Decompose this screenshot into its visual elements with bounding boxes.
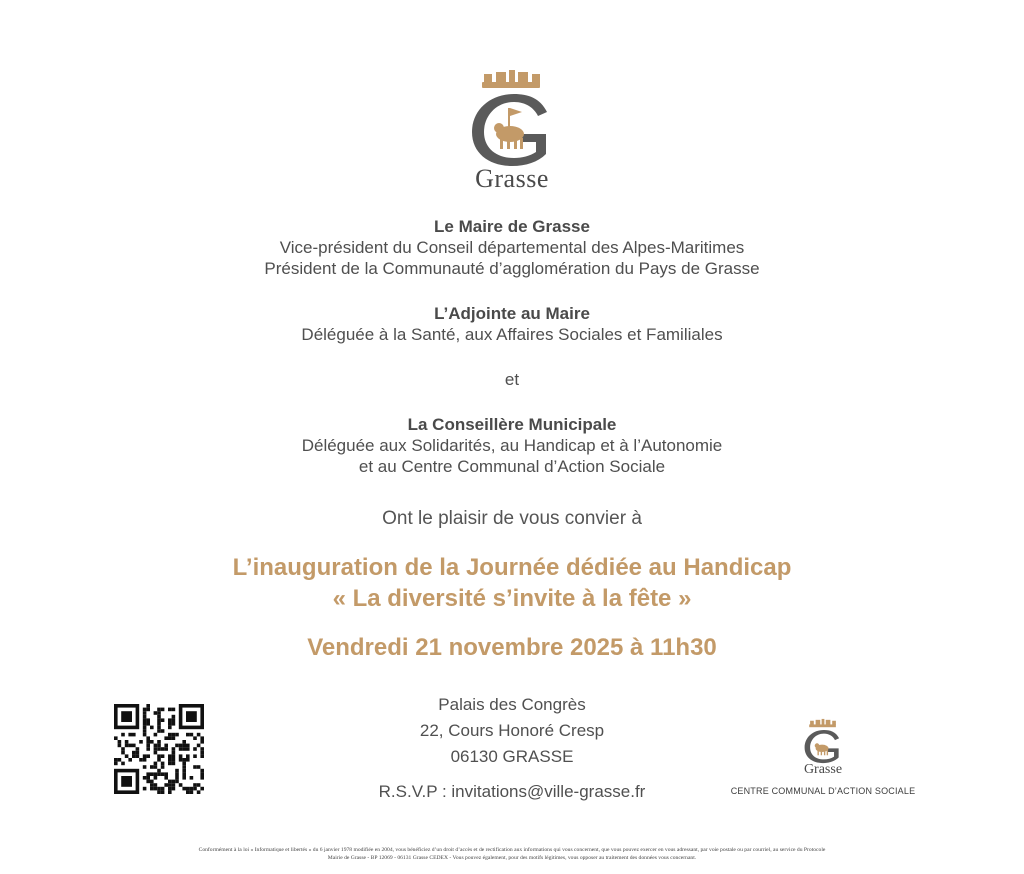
legal-line2: Mairie de Grasse - BP 12069 - 06131 Grasse CEDEX - Vous pouvez également, pour des motifs légitimes, vous opposer au traitement des données vous concernant. (327, 855, 697, 861)
ccas-logo (795, 718, 851, 782)
conjunction: et (504, 370, 520, 389)
event-date: Vendredi 21 novembre 2025 à 11h30 (307, 634, 717, 661)
qr-code-icon (114, 704, 208, 794)
host-councillor-line2: et au Centre Communal d’Action Sociale (358, 457, 666, 476)
venue-city: 06130 GRASSE (450, 747, 574, 766)
legal-line1: Conformément à la loi « Informatique et libertés » du 6 janvier 1978 modifiée en 2004, vous bénéficiez d’un droit d’accès et de rectification aux informations qui vous concernent, que vous pouvez exercer en vous adressant, par voie postale ou par courriel, au service du Protocole (198, 847, 826, 853)
rsvp-line: R.S.V.P : invitations@ville-grasse.fr (378, 782, 646, 801)
qr-code[interactable] (114, 704, 208, 794)
event-title-line1: L’inauguration de la Journée dédiée au Handicap (232, 554, 792, 581)
host-mayor-block (0, 216, 1024, 279)
logo-wordmark: Grasse (475, 164, 549, 193)
host-councillor-line1: Déléguée aux Solidarités, au Handicap et à l’Autonomie (301, 436, 723, 455)
event-title-line2: « La diversité s’invite à la fête » (332, 585, 692, 612)
grasse-crest-small-icon (795, 718, 851, 764)
invitation-text: Ont le plaisir de vous convier à (382, 508, 642, 529)
host-mayor-line1: Vice-président du Conseil départemental des Alpes-Maritimes (279, 238, 745, 257)
host-deputy-line1: Déléguée à la Santé, aux Affaires Sociales et Familiales (301, 325, 723, 344)
host-deputy-block (0, 303, 1024, 345)
host-councillor-block (0, 414, 1024, 477)
ccas-label: CENTRE COMMUNAL D’ACTION SOCIALE (730, 786, 916, 796)
legal-notice (120, 846, 904, 862)
venue-street: 22, Cours Honoré Cresp (419, 721, 605, 740)
host-mayor-line2: Président de la Communauté d’agglomération du Pays de Grasse (264, 259, 760, 278)
host-deputy-title: L’Adjointe au Maire (434, 304, 590, 323)
host-councillor-title: La Conseillère Municipale (407, 415, 617, 434)
host-mayor-title: Le Maire de Grasse (434, 217, 590, 236)
ccas-wordmark: Grasse (803, 762, 843, 777)
event-title (0, 552, 1024, 614)
grasse-logo (452, 68, 572, 193)
venue-name: Palais des Congrès (438, 695, 586, 714)
grasse-crest-icon (452, 68, 572, 168)
